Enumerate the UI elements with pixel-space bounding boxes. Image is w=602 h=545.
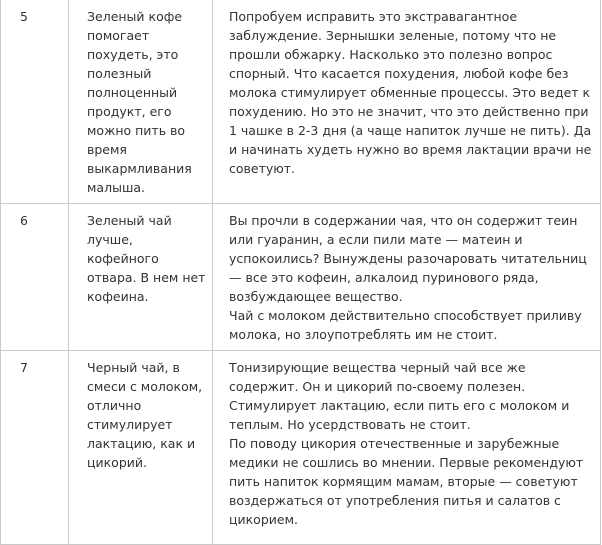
answer-paragraph: Вы прочли в содержании чая, что он содержит теин или гуаранин, а если пили мате — матеин и успокоились? Вынуждены разочаровать читательниц — все это кофеин, алкалоид пуринового ряда, возбуждающее вещество. — [229, 213, 587, 304]
answer-paragraph: Тонизирующие вещества черный чай все же содержит. Он и цикорий по-своему полезен. Стимулирует лактацию, если пить его с молоком и теплым. Но усердствовать не стоит. — [229, 360, 570, 432]
answer-paragraph: Попробуем исправить это экстравагантное заблуждение. Зернышки зеленые, потому что не прошли обжарку. Насколько это полезно вопрос спорный. Что касается похудения, любой кофе без молока стимулирует обменные процессы. Это ведет к похудению. Но это не значит, что это действенно при 1 чашке в 2-3 дня (а чаще напиток лучше не пить). Да и начинать худеть нужно во время лактации врачи не советуют. — [229, 9, 592, 176]
answer-paragraph: Чай с молоком действительно способствует приливу молока, но злоупотреблять им не стоит. — [229, 308, 582, 342]
row-number: 7 — [1, 351, 69, 545]
table-row — [1, 204, 601, 351]
answer-cell — [213, 351, 601, 545]
myth-cell: Зеленый чай лучше, кофейного отвара. В нем нет кофеина. — [69, 204, 213, 351]
table-row — [1, 351, 601, 545]
row-number: 6 — [1, 204, 69, 351]
answer-cell — [213, 204, 601, 351]
row-number: 5 — [1, 0, 69, 204]
answer-paragraph: По поводу цикория отечественные и зарубежные медики не сошлись во мнении. Первые рекомендуют пить напиток кормящим мамам, вторые — советуют воздержаться от употребления питья и салатов с цикорием. — [229, 436, 584, 527]
table-row — [1, 0, 601, 204]
answer-cell — [213, 0, 601, 204]
myth-cell: Зеленый кофе помогает похудеть, это полезный полноценный продукт, его можно пить во время выкармливания малыша. — [69, 0, 213, 204]
myth-cell: Черный чай, в смеси с молоком, отлично стимулирует лактацию, как и цикорий. — [69, 351, 213, 545]
